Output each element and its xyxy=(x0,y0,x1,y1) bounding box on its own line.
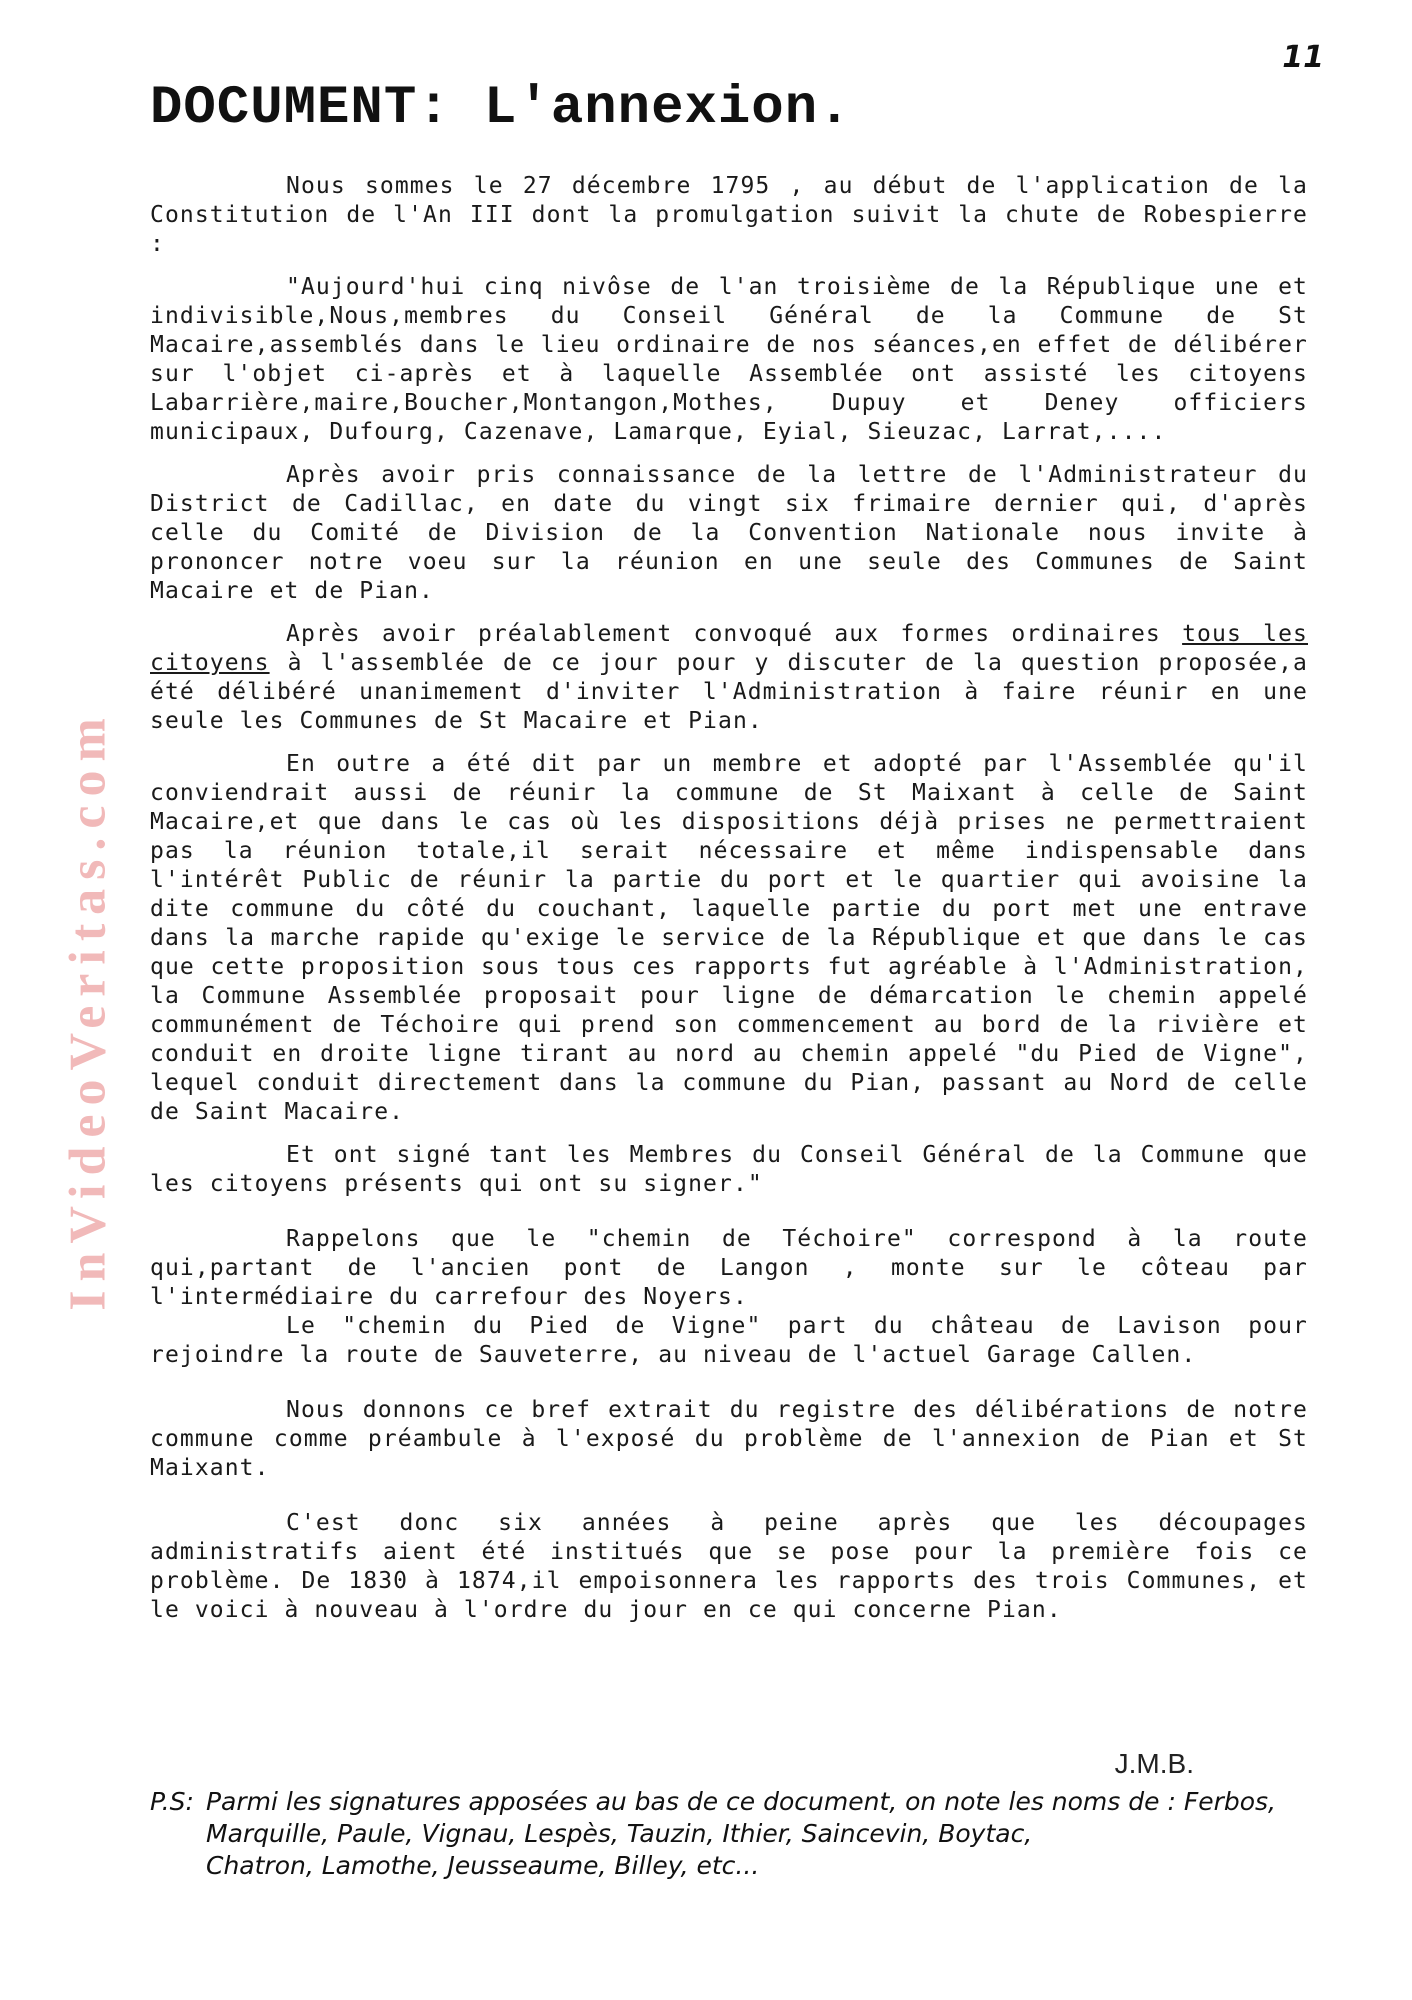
paragraph-convocation-end: à l'assemblée de ce jour pour y discuter de la question proposée,a été délibéré unanimement d'inviter l'Administration à faire réunir en une seule les Communes de St Macaire et Pian. xyxy=(150,650,1308,734)
paragraph-letter: Après avoir pris connaissance de la lettre de l'Administrateur du District de Cadillac, en date du vingt six frimaire dernier qui, d'après celle du Comité de Division de la Convention Nationale nous invite à prononcer notre voeu sur la réunion en une seule des Communes de Saint Macaire et de Pian. xyxy=(150,462,1308,604)
postscript-line-3: Chatron, Lamothe, Jeusseaume, Billey, etc... xyxy=(206,1851,760,1880)
author-signature: J.M.B. xyxy=(1114,1748,1194,1779)
postscript-line-1 xyxy=(150,1786,1310,1818)
paragraph-techoire: Rappelons que le "chemin de Téchoire" correspond à la route qui,partant de l'ancien pont de Langon , monte sur le côteau par l'intermédiaire du carrefour des Noyers. xyxy=(150,1226,1308,1310)
document-title: DOCUMENT: L'annexion. xyxy=(150,78,852,139)
postscript-line-2: Marquille, Paule, Vignau, Lespès, Tauzin, Ithier, Saincevin, Boytac, xyxy=(206,1819,1033,1848)
page-number: 11 xyxy=(1282,40,1324,75)
paragraph-convocation-start: Après avoir préalablement convoqué aux formes ordinaires xyxy=(286,621,1161,647)
paragraph-pied-de-vigne: Le "chemin du Pied de Vigne" part du château de Lavison pour rejoindre la route de Sauveterre, au niveau de l'actuel Garage Callen. xyxy=(150,1313,1308,1368)
paragraph-convocation xyxy=(150,620,1308,736)
paragraph-st-maixant: En outre a été dit par un membre et adopté par l'Assemblée qu'il conviendrait aussi de réunir la commune de St Maixant à celle de Saint Macaire,et que dans le cas où les dispositions déjà prises ne permettraient pas la réunion totale,il serait nécessaire et même indispensable dans l'intérêt Public de réunir la partie du port et le quartier qui avoisine la dite commune du côté du couchant, laquelle partie du port met une entrave dans la marche rapide qu'exige le service de la République et que dans le cas que cette proposition sous tous ces rapports fut agréable à l'Administration, la Commune Assemblée proposait pour ligne de démarcation le chemin appelé communément de Téchoire qui prend son commencement au bord de la rivière et conduit en droite ligne tirant au nord au chemin appelé "du Pied de Vigne", lequel conduit directement dans la commune du Pian, passant au Nord de celle de Saint Macaire. xyxy=(150,751,1308,1125)
watermark: InVideoVeritas.com xyxy=(59,709,117,1311)
paragraph-deliberation: "Aujourd'hui cinq nivôse de l'an troisième de la République une et indivisible,Nous,membres du Conseil Général de la Commune de St Macaire,assemblés dans le lieu ordinaire de nos séances,en effet de délibérer sur l'objet ci-après et à laquelle Assemblée ont assisté les citoyens Labarrière,maire,Boucher,Montangon,Mothes, Dupuy et Deney officiers municipaux, Dufourg, Cazenave, Lamarque, Eyial, Sieuzac, Larrat,.... xyxy=(150,274,1308,445)
paragraph-signed: Et ont signé tant les Membres du Conseil Général de la Commune que les citoyens présents qui ont su signer." xyxy=(150,1142,1308,1197)
document-body xyxy=(150,172,1308,1639)
underlined-phrase: tous les citoyens xyxy=(150,621,1308,676)
paragraph-intro: Nous sommes le 27 décembre 1795 , au début de l'application de la Constitution de l'An III dont la promulgation suivit la chute de Robespierre : xyxy=(150,173,1308,257)
postscript xyxy=(150,1786,1310,1882)
paragraph-conclusion: C'est donc six années à peine après que les découpages administratifs aient été institués que se pose pour la première fois ce problème. De 1830 à 1874,il empoisonnera les rapports des trois Communes, et le voici à nouveau à l'ordre du jour en ce qui concerne Pian. xyxy=(150,1510,1308,1623)
postscript-text-1: Parmi les signatures apposées au bas de ce document, on note les noms de : Ferbos, xyxy=(205,1787,1276,1816)
postscript-label: P.S: xyxy=(150,1787,194,1816)
paragraph-extract: Nous donnons ce bref extrait du registre des délibérations de notre commune comme préambule à l'exposé du problème de l'annexion de Pian et St Maixant. xyxy=(150,1397,1308,1481)
